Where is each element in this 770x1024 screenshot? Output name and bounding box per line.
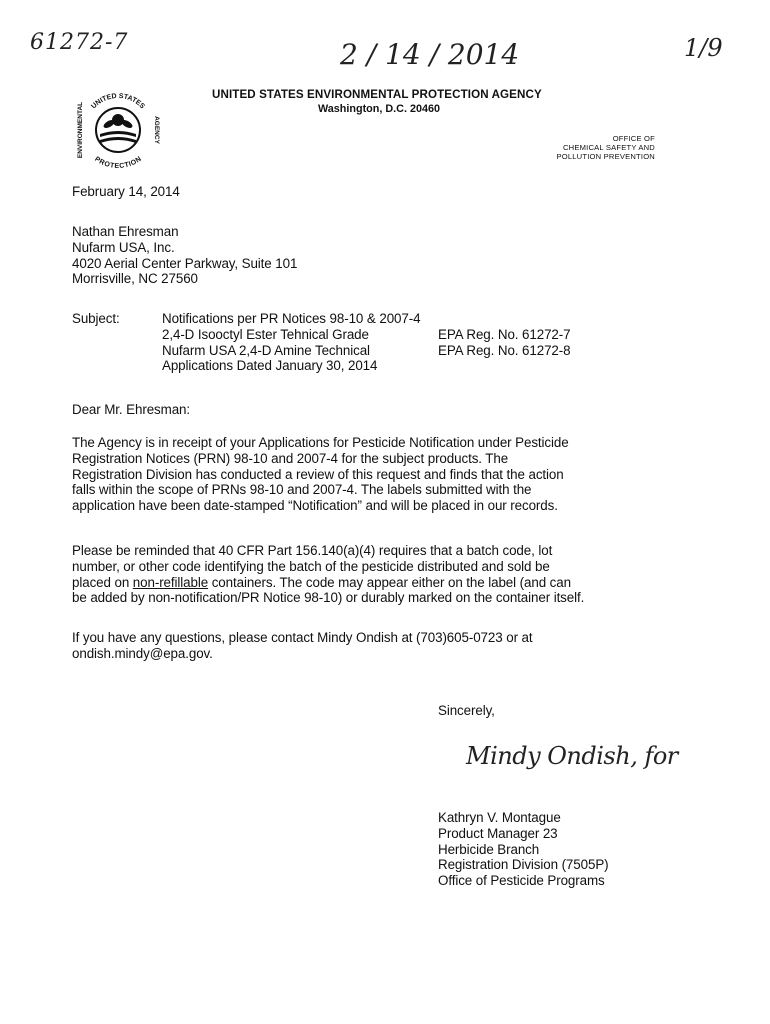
seal-text-left: ENVIRONMENTAL <box>77 101 84 159</box>
paragraph-line: The Agency is in receipt of your Applications for Pesticide Notification under Pesticide <box>72 435 569 450</box>
svg-text:PROTECTION <box>93 156 143 170</box>
agency-address: Washington, D.C. 20460 <box>318 103 440 115</box>
subject-text: Notifications per PR Notices 98-10 & 2007-4 <box>162 311 421 326</box>
office-line: CHEMICAL SAFETY AND <box>563 143 655 152</box>
seal-text-top: UNITED STATES <box>90 92 146 111</box>
paragraph-text: containers. The code may appear either on the label (and can <box>208 574 571 590</box>
signature: Mindy Ondish, for <box>466 742 678 770</box>
office-line: POLLUTION PREVENTION <box>556 152 655 161</box>
paragraph-line: Registration Notices (PRN) 98-10 and 2007-4 for the subject products. The <box>72 450 509 466</box>
paragraph-line: If you have any questions, please contact Mindy Ondish at (703)605-0723 or at <box>72 630 533 645</box>
underlined-term: non-refillable <box>132 574 209 590</box>
paragraph-text: placed on <box>72 574 133 590</box>
subject-reg-number: EPA Reg. No. 61272-7 <box>438 326 571 342</box>
paragraph-1 <box>72 435 569 514</box>
seal-text-right: AGENCY <box>153 116 160 144</box>
subject-text: Applications Dated January 30, 2014 <box>162 358 378 374</box>
signer-branch: Herbicide Branch <box>438 841 540 857</box>
epa-seal <box>72 84 164 176</box>
subject-line <box>162 343 622 359</box>
subject-block <box>162 311 622 374</box>
salutation: Dear Mr. Ehresman: <box>72 402 191 417</box>
signer-block <box>438 810 609 889</box>
paragraph-line: Registration Division has conducted a review of this request and finds that the action <box>72 466 564 482</box>
recipient-line: Morrisville, NC 27560 <box>72 271 198 287</box>
handwritten-page-number: 1/9 <box>684 34 723 62</box>
signer-office: Office of Pesticide Programs <box>438 873 605 889</box>
office-line: OFFICE OF <box>612 134 655 143</box>
signer-division: Registration Division (7505P) <box>438 857 609 873</box>
paragraph-line: number, or other code identifying the batch of the pesticide distributed and sold be <box>72 558 550 574</box>
subject-label: Subject: <box>72 311 120 326</box>
subject-text: Nufarm USA 2,4-D Amine Technical <box>162 342 370 358</box>
paragraph-line <box>72 575 584 591</box>
signer-name: Kathryn V. Montague <box>438 810 561 825</box>
seal-text-bottom: PROTECTION <box>93 155 143 171</box>
subject-line <box>162 358 622 374</box>
paragraph-line: application have been date-stamped “Notification” and will be placed in our records. <box>72 498 558 514</box>
closing: Sincerely, <box>438 703 495 718</box>
recipient-address <box>72 224 297 287</box>
paragraph-line: falls within the scope of PRNs 98-10 and 2007-4. The labels submitted with the <box>72 482 532 498</box>
office-name <box>556 134 655 161</box>
agency-name: UNITED STATES ENVIRONMENTAL PROTECTION AGENCY <box>212 88 542 101</box>
paragraph-line: Please be reminded that 40 CFR Part 156.140(a)(4) requires that a batch code, lot <box>72 543 553 558</box>
paragraph-2 <box>72 543 584 606</box>
subject-text: 2,4-D Isooctyl Ester Tehnical Grade <box>162 326 369 342</box>
email-address[interactable]: ondish.mindy@epa.gov. <box>72 645 213 661</box>
signer-title: Product Manager 23 <box>438 825 558 841</box>
paragraph-line: be added by non-notification/PR Notice 98-10) or durably marked on the container itself. <box>72 590 585 606</box>
recipient-line: 4020 Aerial Center Parkway, Suite 101 <box>72 255 298 271</box>
recipient-line: Nufarm USA, Inc. <box>72 239 175 255</box>
handwritten-date: 2 / 14 / 2014 <box>340 38 520 71</box>
subject-line <box>162 311 622 327</box>
handwritten-reg-number: 61272-7 <box>30 30 129 55</box>
recipient-line: Nathan Ehresman <box>72 224 179 239</box>
paragraph-3 <box>72 630 533 662</box>
subject-line <box>162 327 622 343</box>
subject-reg-number: EPA Reg. No. 61272-8 <box>438 342 571 358</box>
letter-date: February 14, 2014 <box>72 184 180 199</box>
